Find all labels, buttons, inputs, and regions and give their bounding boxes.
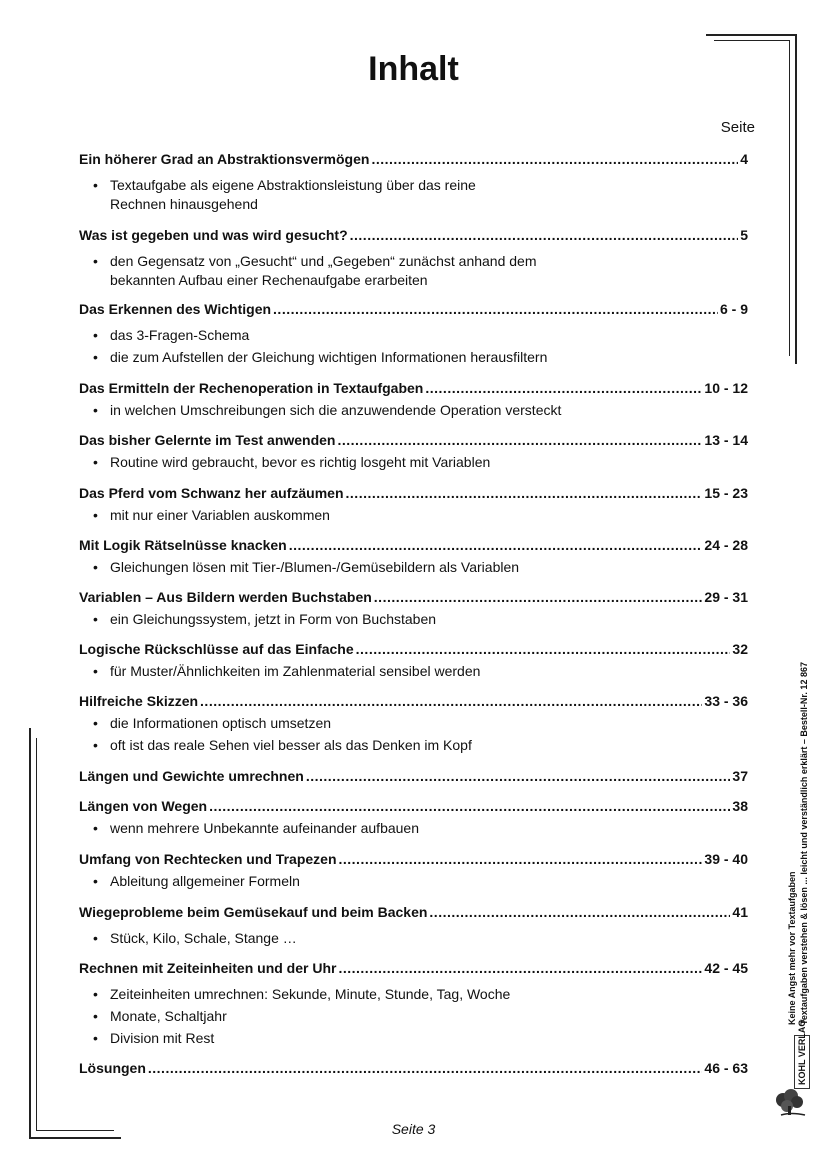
toc-entry xyxy=(79,797,748,838)
toc-subpoint-text: das 3-Fragen-Schema xyxy=(110,327,250,343)
toc-subpoint-text: ein Gleichungssystem, jetzt in Form von Buchstaben xyxy=(110,611,437,627)
leader-dots xyxy=(338,959,702,977)
toc-entry-title: Rechnen mit Zeiteinheiten und der Uhr xyxy=(79,960,337,976)
toc-entry xyxy=(79,431,748,472)
toc-entry-title: Das Ermitteln der Rechenoperation in Textaufgaben xyxy=(79,380,424,396)
toc-entry-page: 4 xyxy=(740,151,748,167)
toc-entry-title: Längen von Wegen xyxy=(79,798,208,814)
toc-subpoint xyxy=(79,401,748,420)
toc-subpoint xyxy=(79,348,748,367)
toc-entry-heading xyxy=(79,903,748,921)
toc-subpoint xyxy=(79,176,748,214)
bullet-icon: • xyxy=(93,177,98,193)
toc-entry xyxy=(79,484,748,525)
toc-subpoint xyxy=(79,929,748,948)
bullet-icon: • xyxy=(93,327,98,343)
leader-dots xyxy=(371,150,738,168)
toc-subpoint-text: mit nur einer Variablen auskommen xyxy=(110,507,330,523)
toc-entry-page: 13 - 14 xyxy=(704,432,748,448)
toc-entry-page: 5 xyxy=(740,227,748,243)
toc-entry-heading xyxy=(79,640,748,658)
bullet-icon: • xyxy=(93,559,98,575)
leader-dots xyxy=(200,692,702,710)
toc-entry-heading xyxy=(79,767,748,785)
toc-subpoint-text: Stück, Kilo, Schale, Stange … xyxy=(110,930,297,946)
leader-dots xyxy=(374,588,703,606)
frame-top-right-h1 xyxy=(706,34,796,36)
bullet-icon: • xyxy=(93,507,98,523)
leader-dots xyxy=(209,797,730,815)
toc-entry-page: 39 - 40 xyxy=(704,851,748,867)
leader-dots xyxy=(429,903,730,921)
toc-entry xyxy=(79,588,748,629)
toc-entry-page: 38 xyxy=(732,798,748,814)
bullet-icon: • xyxy=(93,930,98,946)
leader-dots xyxy=(350,226,739,244)
bullet-icon: • xyxy=(93,1030,98,1046)
bullet-icon: • xyxy=(93,1008,98,1024)
tree-logo-icon xyxy=(771,1088,807,1116)
toc-subpoint-text: Division mit Rest xyxy=(110,1030,215,1046)
toc-entry-page: 29 - 31 xyxy=(704,589,748,605)
toc-entry-page: 10 - 12 xyxy=(704,380,748,396)
toc-subpoint xyxy=(79,326,748,345)
leader-dots xyxy=(339,850,703,868)
frame-bottom-left-v2 xyxy=(36,738,37,1131)
toc-subpoint xyxy=(79,662,748,681)
toc-entry xyxy=(79,150,748,214)
leader-dots xyxy=(273,300,718,318)
page-column-heading: Seite xyxy=(720,119,755,136)
toc-entry-title: Hilfreiche Skizzen xyxy=(79,693,199,709)
toc-entry-title: Umfang von Rechtecken und Trapezen xyxy=(79,851,337,867)
toc-entry-heading xyxy=(79,300,748,318)
toc-subpoint xyxy=(79,819,748,838)
bullet-icon: • xyxy=(93,349,98,365)
toc-entry-title: Das Erkennen des Wichtigen xyxy=(79,301,272,317)
toc-subpoint-text: Zeiteinheiten umrechnen: Sekunde, Minute, Stunde, Tag, Woche xyxy=(110,986,511,1002)
toc-entry-heading xyxy=(79,588,748,606)
toc-entry xyxy=(79,379,748,420)
toc-entry-title: Lösungen xyxy=(79,1060,146,1076)
publisher-logo: KOHL VERLAG xyxy=(797,1019,807,1085)
toc-entry-page: 37 xyxy=(732,768,748,784)
toc-subpoint-text: den Gegensatz von „Gesucht“ und „Gegeben“ zunächst anhand dem xyxy=(110,253,537,269)
toc-entry-heading xyxy=(79,850,748,868)
toc-entry-title: Wiegeprobleme beim Gemüsekauf und beim Backen xyxy=(79,904,428,920)
bullet-icon: • xyxy=(93,253,98,269)
toc-subpoint-text: in welchen Umschreibungen sich die anzuwendende Operation versteckt xyxy=(110,402,562,418)
bullet-icon: • xyxy=(93,873,98,889)
toc-entry-title: Ein höherer Grad an Abstraktionsvermögen xyxy=(79,151,370,167)
toc-entry-page: 42 - 45 xyxy=(704,960,748,976)
toc-entry xyxy=(79,903,748,948)
bullet-icon: • xyxy=(93,611,98,627)
toc-entry xyxy=(79,226,748,290)
toc-subpoint xyxy=(79,506,748,525)
toc-entry xyxy=(79,692,748,755)
toc-entry-heading xyxy=(79,431,748,449)
frame-top-right-v2 xyxy=(789,40,790,356)
page-number-footer: Seite 3 xyxy=(391,1121,436,1137)
toc-entry-title: Was ist gegeben und was wird gesucht? xyxy=(79,227,348,243)
leader-dots xyxy=(289,536,703,554)
toc-subpoint xyxy=(79,736,748,755)
toc-entry-heading xyxy=(79,797,748,815)
toc-subpoint xyxy=(79,714,748,733)
toc-entry-page: 32 xyxy=(732,641,748,657)
toc-entry-heading xyxy=(79,150,748,168)
toc-subpoint-text: wenn mehrere Unbekannte aufeinander aufbauen xyxy=(110,820,420,836)
toc-entry-page: 33 - 36 xyxy=(704,693,748,709)
toc-subpoint-text: bekannten Aufbau einer Rechenaufgabe erarbeiten xyxy=(110,272,428,288)
toc-entry-title: Variablen – Aus Bildern werden Buchstaben xyxy=(79,589,372,605)
toc-subpoint xyxy=(79,252,748,290)
leader-dots xyxy=(346,484,703,502)
toc-entry xyxy=(79,850,748,891)
toc-subpoint xyxy=(79,872,748,891)
toc-subpoint-text: oft ist das reale Sehen viel besser als das Denken im Kopf xyxy=(110,737,472,753)
bullet-icon: • xyxy=(93,402,98,418)
toc-entry xyxy=(79,300,748,367)
toc-subpoint-text: Ableitung allgemeiner Formeln xyxy=(110,873,300,889)
toc-entry xyxy=(79,1059,748,1077)
toc-subpoint-text: die zum Aufstellen der Gleichung wichtigen Informationen herausfiltern xyxy=(110,349,548,365)
leader-dots xyxy=(356,640,731,658)
bullet-icon: • xyxy=(93,986,98,1002)
toc-subpoint xyxy=(79,985,748,1004)
toc-entry xyxy=(79,767,748,785)
toc-subpoint xyxy=(79,558,748,577)
frame-top-right-h2 xyxy=(714,40,790,41)
bullet-icon: • xyxy=(93,737,98,753)
toc-entry xyxy=(79,959,748,1048)
page-title: Inhalt xyxy=(368,50,459,88)
toc-entry-page: 24 - 28 xyxy=(704,537,748,553)
bullet-icon: • xyxy=(93,820,98,836)
toc-subpoint-text: für Muster/Ähnlichkeiten im Zahlenmaterial sensibel werden xyxy=(110,663,481,679)
toc-subpoint-text: Routine wird gebraucht, bevor es richtig losgeht mit Variablen xyxy=(110,454,491,470)
toc-subpoint-text: Rechnen hinausgehend xyxy=(110,196,258,212)
toc-entry-heading xyxy=(79,226,748,244)
toc-subpoint xyxy=(79,1007,748,1026)
toc-entry-title: Mit Logik Rätselnüsse knacken xyxy=(79,537,287,553)
toc-entry-page: 46 - 63 xyxy=(704,1060,748,1076)
frame-bottom-left-v1 xyxy=(29,728,31,1138)
toc-entry-heading xyxy=(79,1059,748,1077)
toc-entry-heading xyxy=(79,379,748,397)
toc-subpoint xyxy=(79,453,748,472)
toc-entry-page: 6 - 9 xyxy=(719,301,748,317)
toc-entry-heading xyxy=(79,692,748,710)
leader-dots xyxy=(425,379,702,397)
leader-dots xyxy=(306,767,731,785)
bullet-icon: • xyxy=(93,454,98,470)
toc-entry-heading xyxy=(79,536,748,554)
toc-subpoint-text: Gleichungen lösen mit Tier-/Blumen-/Gemüsebildern als Variablen xyxy=(110,559,520,575)
toc-entry-heading xyxy=(79,484,748,502)
toc-entry-page: 15 - 23 xyxy=(704,485,748,501)
leader-dots xyxy=(337,431,702,449)
toc-entry xyxy=(79,536,748,577)
toc-entry-heading xyxy=(79,959,748,977)
toc-subpoint xyxy=(79,610,748,629)
side-series-title: Keine Angst mehr vor Textaufgaben xyxy=(787,871,797,1025)
toc-subpoint-text: die Informationen optisch umsetzen xyxy=(110,715,332,731)
toc-entry-page: 41 xyxy=(732,904,748,920)
toc-entry-title: Das Pferd vom Schwanz her aufzäumen xyxy=(79,485,344,501)
toc-entry-title: Das bisher Gelernte im Test anwenden xyxy=(79,432,336,448)
side-book-title: Textaufgaben verstehen & lösen ... leicht und verständlich erklärt – Bestell-Nr. 12 867 xyxy=(799,662,809,1025)
frame-bottom-left-h1 xyxy=(29,1137,121,1139)
toc-entry-title: Längen und Gewichte umrechnen xyxy=(79,768,304,784)
frame-bottom-left-h2 xyxy=(36,1130,114,1131)
toc-subpoint-text: Textaufgabe als eigene Abstraktionsleistung über das reine xyxy=(110,177,476,193)
bullet-icon: • xyxy=(93,715,98,731)
toc-subpoint-text: Monate, Schaltjahr xyxy=(110,1008,227,1024)
toc-entry xyxy=(79,640,748,681)
bullet-icon: • xyxy=(93,663,98,679)
toc-subpoint xyxy=(79,1029,748,1048)
frame-top-right-v1 xyxy=(795,34,797,364)
toc-entry-title: Logische Rückschlüsse auf das Einfache xyxy=(79,641,354,657)
leader-dots xyxy=(148,1059,703,1077)
